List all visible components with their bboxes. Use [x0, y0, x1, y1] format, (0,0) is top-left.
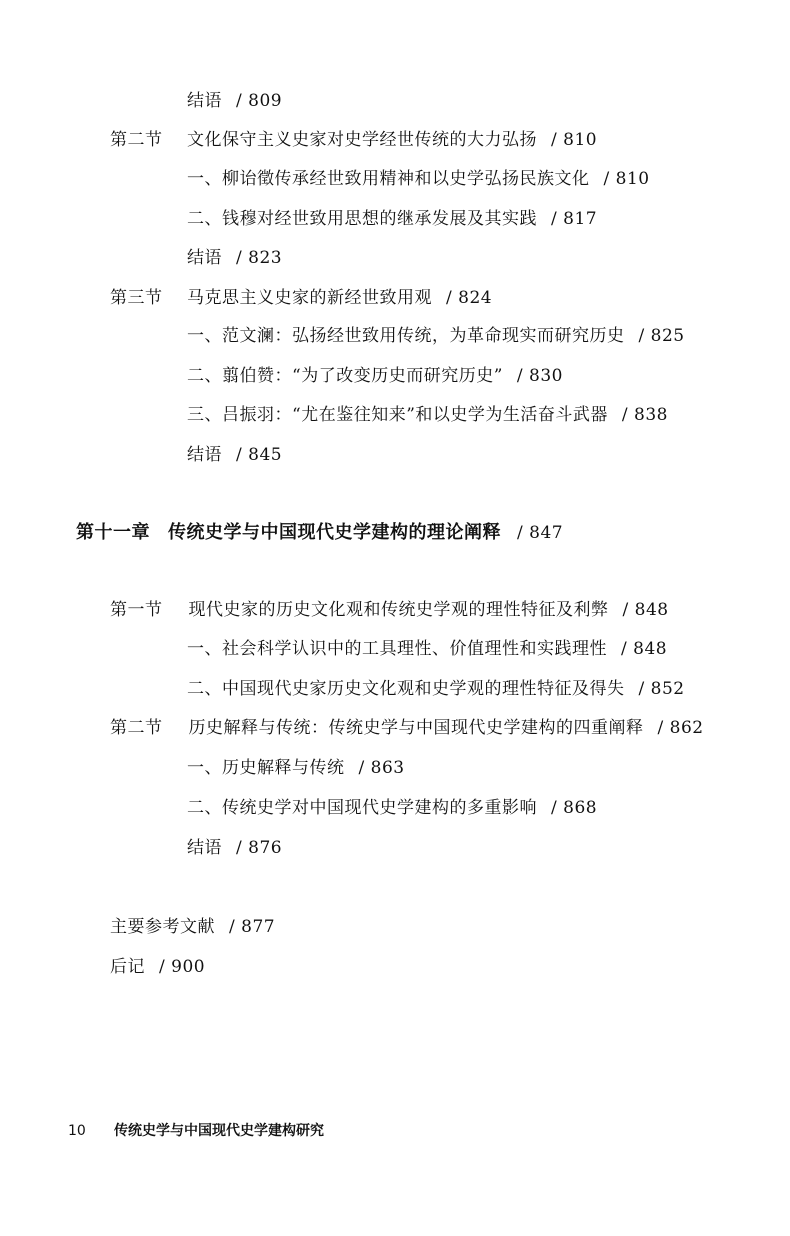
toc-entry [187, 404, 668, 426]
entry-title: 二、中国现代史家历史文化观和史学观的理性特征及得失 [187, 679, 625, 699]
entry-page: / 877 [229, 917, 276, 937]
section-label: 第一节 [110, 600, 163, 620]
toc-entry [187, 365, 563, 387]
entry-title: 结语 [187, 445, 222, 465]
entry-title: 三、吕振羽：“尤在鉴往知来”和以史学为生活奋斗武器 [187, 405, 608, 425]
entry-page: / 810 [603, 169, 650, 189]
toc-back-matter [110, 956, 205, 978]
section-title: 历史解释与传统：传统史学与中国现代史学建构的四重阐释 [188, 718, 644, 738]
chapter-label: 第十一章 [76, 522, 150, 543]
entry-page: / 876 [236, 838, 283, 858]
entry-page: / 848 [622, 600, 669, 620]
section-label: 第三节 [110, 288, 163, 308]
toc-chapter [76, 521, 563, 545]
toc-entry [187, 797, 597, 819]
entry-title: 后记 [110, 957, 145, 977]
toc-entry [187, 208, 597, 230]
entry-title: 二、传统史学对中国现代史学建构的多重影响 [187, 798, 537, 818]
entry-page: / 848 [621, 639, 668, 659]
entry-page: / 862 [657, 718, 704, 738]
running-title: 传统史学与中国现代史学建构研究 [114, 1123, 324, 1139]
section-label: 第二节 [110, 130, 163, 150]
toc-entry [187, 168, 650, 190]
section-title: 现代史家的历史文化观和传统史学观的理性特征及利弊 [188, 600, 609, 620]
toc-section [110, 717, 704, 739]
entry-page: / 868 [551, 798, 598, 818]
section-title: 马克思主义史家的新经世致用观 [187, 288, 432, 308]
entry-title: 一、范文澜：弘扬经世致用传统，为革命现实而研究历史 [187, 326, 625, 346]
page-number: 10 [68, 1123, 86, 1139]
entry-page: / 838 [621, 405, 668, 425]
entry-title: 结语 [187, 248, 222, 268]
entry-page: / 830 [516, 366, 563, 386]
entry-page: / 809 [236, 91, 283, 111]
entry-page: / 823 [236, 248, 283, 268]
toc-entry [187, 837, 282, 859]
page-footer [68, 1120, 324, 1140]
toc-entry [187, 90, 282, 112]
section-label: 第二节 [110, 718, 163, 738]
entry-title: 结语 [187, 91, 222, 111]
entry-page: / 852 [638, 679, 685, 699]
entry-page: / 900 [159, 957, 206, 977]
entry-page: / 824 [446, 288, 493, 308]
entry-page: / 817 [551, 209, 598, 229]
toc-entry [187, 325, 685, 347]
toc-back-matter [110, 916, 275, 938]
toc-entry [187, 678, 685, 700]
entry-title: 主要参考文献 [110, 917, 215, 937]
chapter-page: / 847 [517, 523, 564, 543]
toc-entry [187, 638, 667, 660]
entry-title: 一、柳诒徵传承经世致用精神和以史学弘扬民族文化 [187, 169, 590, 189]
toc-entry [187, 247, 282, 269]
toc-section [110, 287, 492, 309]
entry-page: / 845 [236, 445, 283, 465]
entry-title: 二、翦伯赞：“为了改变历史而研究历史” [187, 366, 503, 386]
entry-title: 二、钱穆对经世致用思想的继承发展及其实践 [187, 209, 537, 229]
entry-page: / 810 [551, 130, 598, 150]
toc-section [110, 599, 669, 621]
section-title: 文化保守主义史家对史学经世传统的大力弘扬 [187, 130, 537, 150]
entry-page: / 863 [358, 758, 405, 778]
entry-title: 一、历史解释与传统 [187, 758, 345, 778]
toc-entry [187, 444, 282, 466]
toc-entry [187, 757, 405, 779]
entry-page: / 825 [638, 326, 685, 346]
chapter-title: 传统史学与中国现代史学建构的理论阐释 [168, 522, 501, 543]
entry-title: 一、社会科学认识中的工具理性、价值理性和实践理性 [187, 639, 607, 659]
entry-title: 结语 [187, 838, 222, 858]
toc-section [110, 129, 597, 151]
